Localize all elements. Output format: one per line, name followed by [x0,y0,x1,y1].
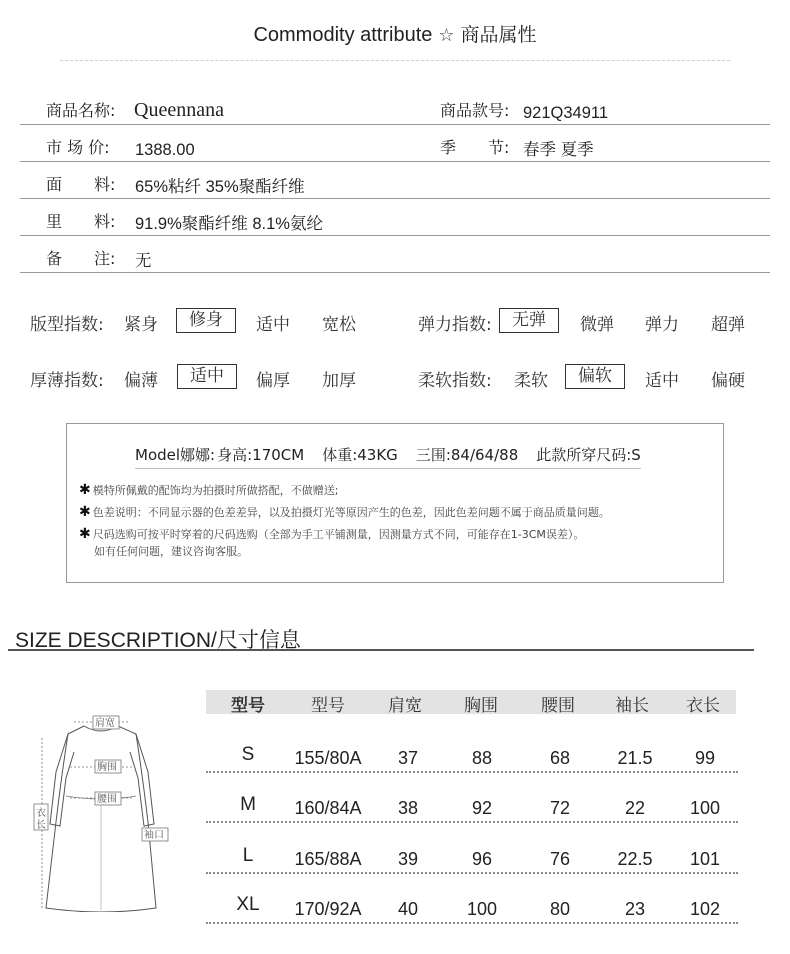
table-row-l-sleeve: 22.5 [617,849,653,869]
table-row-l-size: L [242,845,254,866]
table-row-m-length: 100 [689,798,721,818]
table-row-xl-model: 170/92A [294,899,362,919]
lining-value: 91.9%聚酯纤维 8.1%氨纶 [135,215,323,233]
season-value: 春季 夏季 [523,141,594,159]
thickness-option-extra-thick: 加厚 [322,371,356,391]
size-section-title: SIZE DESCRIPTION/尺寸信息 [15,629,301,652]
note-color-difference: ✱ 色差说明：不同显示器的色差差异，以及拍摄灯光等原因产生的色差，因此色差问题不属于商品质量问题。 [79,504,610,520]
fabric-value: 65%粘纤 35%聚酯纤维 [135,178,305,196]
model-weight: 体重:43KG [322,446,398,464]
table-row-l-bust: 96 [471,849,493,869]
remark-value: 无 [135,252,152,270]
attr-row-remark [20,236,770,273]
th-model-no: 型号 [311,696,345,716]
table-row-xl-length: 102 [689,899,721,919]
diagram-shoulder-label: 肩宽 [95,718,115,729]
price-value: 1388.00 [135,141,195,159]
attr-row-price [20,125,770,162]
elastic-option-elastic: 弹力 [645,315,679,335]
table-row-s-bust: 88 [471,748,493,768]
fit-option-regular: 适中 [256,315,290,335]
softness-option-medium: 适中 [645,371,679,391]
asterisk-icon: ✱ [79,482,91,498]
table-row-l-waist: 76 [549,849,571,869]
softness-option-hard: 偏硬 [711,371,745,391]
remark-label: 备 注: [46,249,116,268]
table-row-m-sleeve: 22 [624,798,646,818]
model-name: Model娜娜: [135,446,216,464]
softness-option-softish-selected: 偏软 [565,364,625,389]
table-row-s-length: 99 [694,748,716,768]
code-label: 商品款号: [440,101,510,120]
season-label: 季 节: [440,138,510,157]
table-row-m-waist: 72 [549,798,571,818]
price-label: 市 场 价: [46,138,110,157]
asterisk-icon: ✱ [79,526,91,542]
attr-row-fabric [20,162,770,199]
model-measurements: 三围:84/64/88 [415,446,519,464]
table-row-xl-bust: 100 [466,899,498,919]
table-row-l-length: 101 [689,849,721,869]
page-header [0,20,790,47]
note-size-advice: ✱ 尺码选购可按平时穿着的尺码选购（全部为手工平铺测量，因测量方式不同，可能存在1-3CM误差）。 [79,526,585,542]
th-bust: 胸围 [464,696,498,716]
table-row-m-bust: 92 [471,798,493,818]
model-height: 身高:170CM [217,446,305,464]
asterisk-icon: ✱ [79,504,91,520]
lining-label: 里 料: [46,212,116,231]
diagram-length-label-bottom: 长 [36,820,46,831]
fit-option-loose: 宽松 [322,315,356,335]
fit-option-slim-selected: 修身 [176,308,236,333]
model-stats-line [135,444,641,469]
name-value: Queennana [134,99,224,121]
header-divider [60,60,730,61]
table-row-s-shoulder: 37 [397,748,419,768]
attr-row-name [20,88,770,125]
thickness-index-label: 厚薄指数: [30,371,104,391]
header-title-cn: 商品属性 [460,24,537,46]
table-row-s-sleeve: 21.5 [617,748,653,768]
table-row-m-shoulder: 38 [397,798,419,818]
code-value: 921Q34911 [523,104,609,122]
fit-option-tight: 紧身 [124,315,158,335]
fabric-label: 面 料: [46,175,116,194]
th-length: 衣长 [686,696,720,716]
elastic-index-label: 弹力指数: [418,315,492,335]
table-row-s-waist: 68 [549,748,571,768]
diagram-bust-label: 胸围 [97,762,117,773]
table-row-xl-shoulder: 40 [397,899,419,919]
table-row-m-size: M [240,794,256,815]
header-title-en: Commodity attribute [253,24,433,46]
row-divider [206,872,738,874]
th-sleeve: 袖长 [615,696,649,716]
elastic-option-none-selected: 无弹 [499,308,559,333]
thickness-option-thick: 偏厚 [256,371,290,391]
table-row-s-size: S [241,744,255,765]
table-row-l-shoulder: 39 [397,849,419,869]
table-row-m-model: 160/84A [294,798,362,818]
name-label: 商品名称: [46,101,116,120]
row-divider [206,922,738,924]
thickness-option-medium-selected: 适中 [177,364,237,389]
model-info-box [66,423,724,583]
th-size: 型号 [231,696,265,716]
note-accessories: ✱ 模特所佩戴的配饰均为拍摄时所做搭配，不做赠送; [79,482,339,498]
size-section-divider [8,649,754,651]
th-shoulder: 肩宽 [388,696,422,716]
row-divider [206,771,738,773]
model-size-worn: 此款所穿尺码:S [536,446,641,464]
diagram-waist-label: 腰围 [97,794,117,805]
star-icon: ☆ [438,25,455,46]
th-waist: 腰围 [541,696,575,716]
table-row-xl-waist: 80 [549,899,571,919]
fit-index-label: 版型指数: [30,315,104,335]
note-contact-service: 如有任何问题，建议咨询客服。 [94,545,248,558]
row-divider [206,821,738,823]
table-row-xl-size: XL [236,894,260,915]
table-row-xl-sleeve: 23 [624,899,646,919]
table-row-l-model: 165/88A [294,849,362,869]
thickness-option-thin: 偏薄 [124,371,158,391]
diagram-length-label-top: 衣 [36,808,46,819]
table-row-s-model: 155/80A [294,748,362,768]
elastic-option-super: 超弹 [711,315,745,335]
attr-row-lining [20,199,770,236]
diagram-cuff-label: 袖口 [144,830,164,841]
softness-option-soft: 柔软 [514,371,548,391]
elastic-option-slight: 微弹 [580,315,614,335]
softness-index-label: 柔软指数: [418,371,492,391]
dress-measurement-diagram [26,712,176,912]
